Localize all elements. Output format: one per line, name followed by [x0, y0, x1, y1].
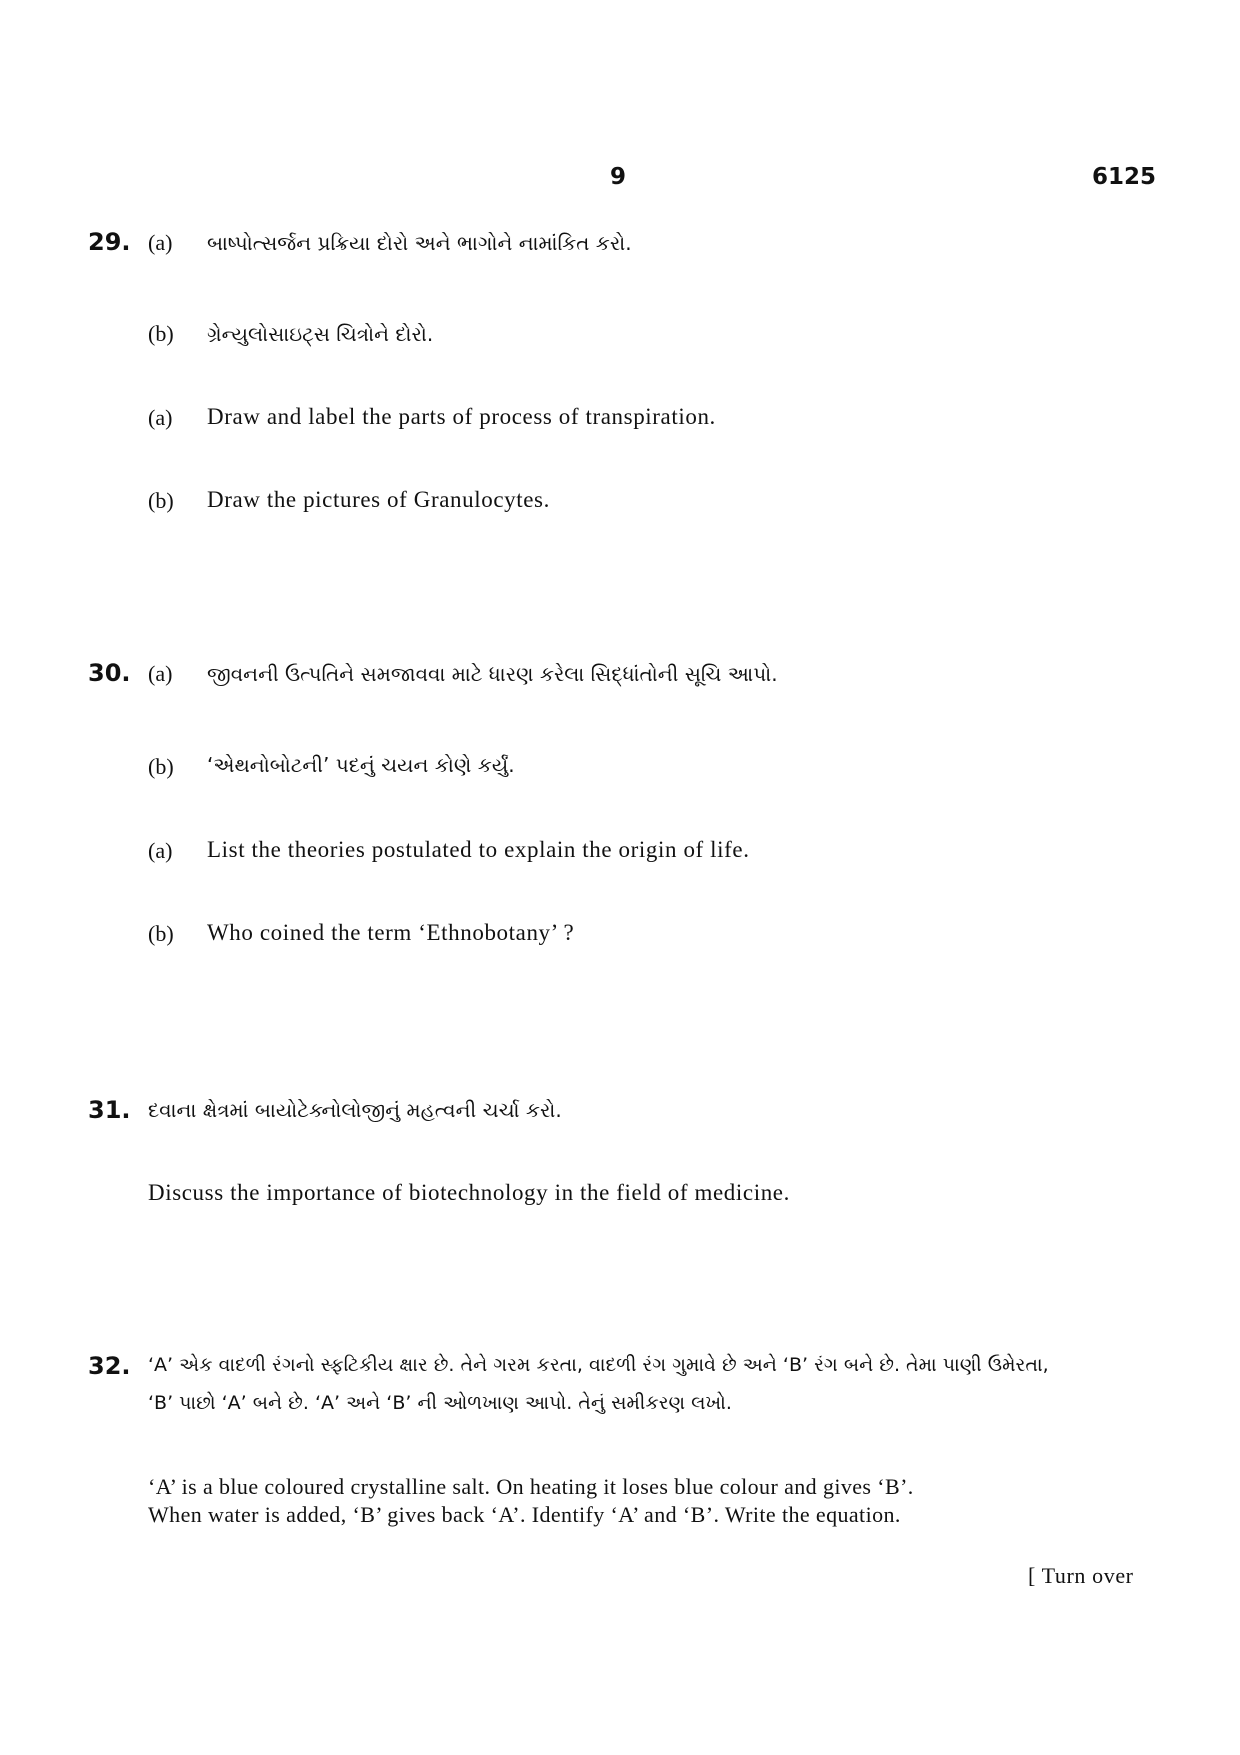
question-number: 32. [88, 1352, 131, 1380]
question-text-en: Draw the pictures of Granulocytes. [207, 487, 550, 512]
question-text-gu: જીવનની ઉત્પતિને સમજાવવા માટે ધારણ કરેલા સિદ્ધાંતોની સૂચિ આપો. [207, 662, 778, 686]
question-text-en: Draw and label the parts of process of transpiration. [207, 404, 716, 429]
question-text-gu: બાષ્પોત્સર્જન પ્રક્રિયા દોરો અને ભાગોને નામાંકિત કરો. [207, 231, 632, 255]
paper-code: 6125 [1092, 164, 1157, 190]
question-text-gu: ‘એથનોબોટની’ પદનું ચયન કોણે કર્યું. [207, 753, 515, 777]
part-label: (b) [148, 488, 174, 513]
question-text-en: List the theories postulated to explain the origin of life. [207, 837, 750, 862]
question-number: 29. [88, 228, 131, 256]
part-label: (a) [148, 230, 173, 255]
turn-over-note: [ Turn over [1028, 1563, 1134, 1588]
part-label: (b) [148, 921, 174, 946]
question-text-en: Discuss the importance of biotechnology in the field of medicine. [148, 1180, 790, 1205]
part-label: (a) [148, 838, 173, 863]
part-label: (a) [148, 405, 173, 430]
question-number: 31. [88, 1096, 131, 1124]
question-text-gu: ગ્રેન્યુલોસાઇટ્સ ચિત્રોને દોરો. [207, 322, 434, 346]
part-label: (a) [148, 661, 173, 686]
question-text-en: ‘A’ is a blue coloured crystalline salt. On heating it loses blue colour and gives ‘B’. [148, 1474, 914, 1499]
page-number: 9 [610, 164, 627, 190]
question-text-en: Who coined the term ‘Ethnobotany’ ? [207, 920, 575, 945]
question-text-gu: ‘A’ એક વાદળી રંગનો સ્ફટિકીય ક્ષાર છે. તેને ગરમ કરતા, વાદળી રંગ ગુમાવે છે અને ‘B’ રંગ બને છે. તેમા પાણી ઉમેરતા, [148, 1354, 1049, 1376]
question-text-gu: ‘B’ પાછો ‘A’ બને છે. ‘A’ અને ‘B’ ની ઓળખાણ આપો. તેનું સમીકરણ લખો. [148, 1392, 732, 1414]
question-text-gu: દવાના ક્ષેત્રમાં બાયોટેક્નોલોજીનું મહત્વની ચર્ચા કરો. [148, 1098, 562, 1122]
question-number: 30. [88, 659, 131, 687]
question-text-en: When water is added, ‘B’ gives back ‘A’. Identify ‘A’ and ‘B’. Write the equation. [148, 1502, 901, 1527]
part-label: (b) [148, 754, 174, 779]
part-label: (b) [148, 321, 174, 346]
